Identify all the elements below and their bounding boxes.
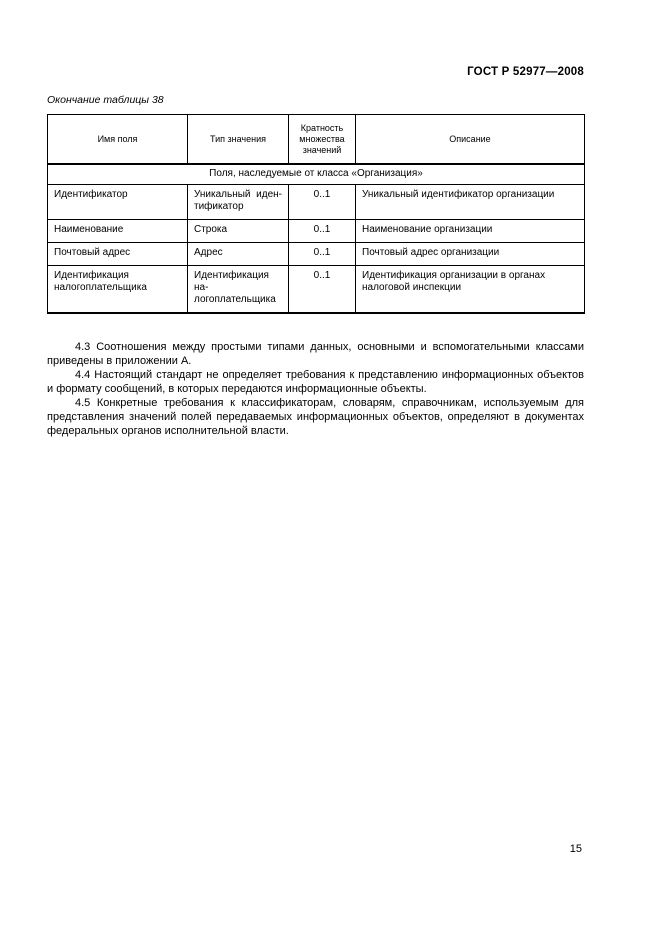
column-header-field-name: Имя поля: [48, 115, 188, 165]
table-header-row: [48, 115, 585, 165]
cell-description: Почтовый адрес организации: [356, 243, 585, 266]
cell-multiplicity: 0..1: [289, 243, 356, 266]
cell-value-type: Уникальный идентификатор: [188, 185, 289, 220]
cell-field-name: Почтовый адрес: [48, 243, 188, 266]
column-header-multiplicity: Кратность множества значений: [289, 115, 356, 165]
document-standard-number: ГОСТ Р 52977—2008: [467, 66, 584, 78]
cell-multiplicity: 0..1: [289, 185, 356, 220]
table-section-row: [48, 164, 585, 185]
cell-field-name: Идентификатор: [48, 185, 188, 220]
cell-description: Идентификация организации в органах налоговой инспекции: [356, 266, 585, 314]
paragraph-4-3: 4.3 Соотношения между простыми типами данных, основными и вспомогательными классами приведены в приложении А.: [47, 341, 584, 367]
cell-field-name: Наименование: [48, 220, 188, 243]
cell-value-type: Строка: [188, 220, 289, 243]
cell-value-type: Адрес: [188, 243, 289, 266]
column-header-value-type: Тип значения: [188, 115, 289, 165]
fields-table: [47, 114, 585, 314]
body-text: [47, 340, 584, 438]
cell-multiplicity: 0..1: [289, 266, 356, 314]
table-row: [48, 243, 585, 266]
cell-description: Уникальный идентификатор организации: [356, 185, 585, 220]
section-row-label: Поля, наследуемые от класса «Организация»: [48, 164, 585, 185]
table-continuation-caption: Окончание таблицы 38: [47, 94, 164, 106]
table-row: [48, 185, 585, 220]
table-row: [48, 266, 585, 314]
cell-field-name: Идентификация налогоплательщика: [48, 266, 188, 314]
cell-value-type: Идентификация налогоплательщика: [188, 266, 289, 314]
cell-multiplicity: 0..1: [289, 220, 356, 243]
table-row: [48, 220, 585, 243]
cell-description: Наименование организации: [356, 220, 585, 243]
page-content: [47, 0, 584, 438]
column-header-description: Описание: [356, 115, 585, 165]
paragraph-4-5: 4.5 Конкретные требования к классификаторам, словарям, справочникам, используемым для представления значений полей передаваемых информационных объектов, определяют в документах федеральных органов исполнительной власти.: [47, 397, 584, 437]
paragraph-4-4: 4.4 Настоящий стандарт не определяет требования к представлению информационных объектов и формату сообщений, в которых передаются информационные объекты.: [47, 369, 584, 395]
page-number: 15: [569, 843, 582, 855]
